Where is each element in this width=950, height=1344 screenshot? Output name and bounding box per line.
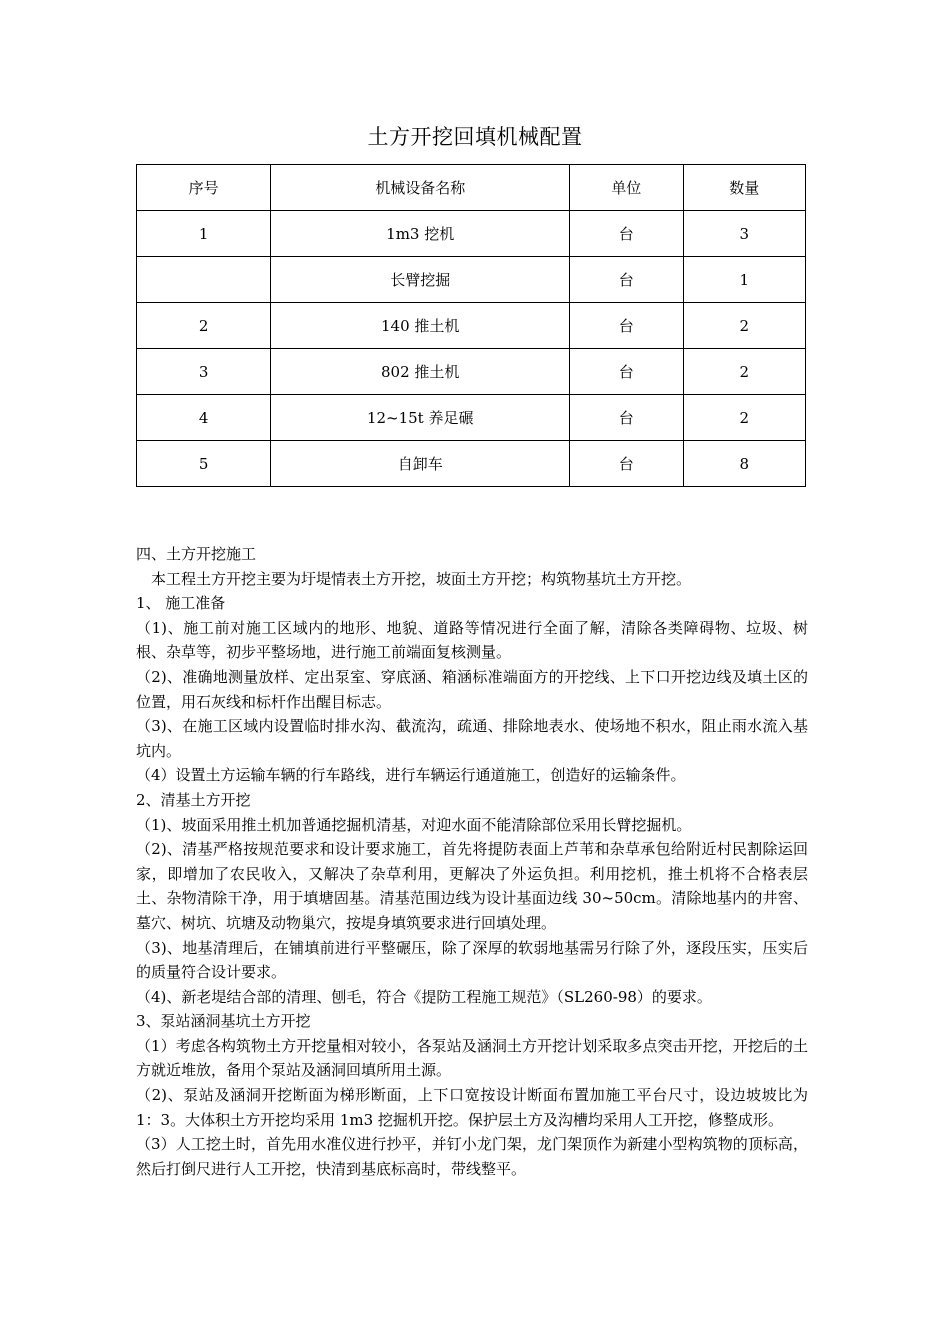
subsection-heading: 3、泵站涵洞基坑土方开挖 [136, 1012, 311, 1031]
cell-quantity: 1 [683, 257, 805, 303]
cell-quantity: 2 [683, 395, 805, 441]
equipment-table [136, 164, 806, 487]
cell-unit: 台 [570, 257, 683, 303]
paragraph: （1)、坡面采用推土机加普通挖掘机清基，对迎水面不能清除部位采用长臂挖掘机。 [136, 815, 692, 834]
paragraph: （2)、泵站及涵洞开挖断面为梯形断面，上下口宽按设计断面布置加施工平台尺寸，设边坡坡比为 1：3。大体积土方开挖均采用 1m3 挖掘机开挖。保护层土方及沟槽均采用人工开挖，修整成形。 [136, 1086, 808, 1129]
paragraph: （1)、施工前对施工区域内的地形、地貌、道路等情况进行全面了解，清除各类障碍物、垃圾、树根、杂草等，初步平整场地，进行施工前端面复核测量。 [136, 618, 808, 662]
paragraph: （3）人工挖土时，首先用水准仪进行抄平，并钉小龙门架，龙门架顶作为新建小型构筑物的顶标高，然后打倒尺进行人工开挖，快清到基底标高时，带线整平。 [136, 1135, 808, 1178]
cell-unit: 台 [570, 395, 683, 441]
section-heading: 四、土方开挖施工 [136, 545, 257, 563]
table-row [137, 349, 806, 395]
paragraph: 本工程土方开挖主要为圩堤情表土方开挖，坡面土方开挖；构筑物基坑土方开挖。 [151, 569, 692, 588]
cell-equipment-name: 140 推土机 [271, 303, 570, 349]
body-text [136, 542, 808, 1181]
subsection-heading: 1、 施工准备 [136, 594, 226, 613]
subsection-heading: 2、清基土方开挖 [136, 790, 251, 809]
header-equipment-name: 机械设备名称 [271, 165, 570, 211]
header-index: 序号 [137, 165, 271, 211]
table-header-row [137, 165, 806, 211]
cell-equipment-name: 12~15t 养足碾 [271, 395, 570, 441]
paragraph: （4）设置土方运输车辆的行车路线，进行车辆运行通道施工，创造好的运输条件。 [136, 766, 686, 785]
cell-unit: 台 [570, 441, 683, 487]
paragraph: （3)、地基清理后，在铺填前进行平整碾压，除了深厚的软弱地基需另行除了外，逐段压实，压实后的质量符合设计要求。 [136, 938, 808, 982]
table-row [137, 395, 806, 441]
cell-quantity: 8 [683, 441, 805, 487]
cell-index: 4 [137, 395, 271, 441]
table-row [137, 441, 806, 487]
cell-index: 5 [137, 441, 271, 487]
paragraph: （1）考虑各构筑物土方开挖量相对较小，各泵站及涵洞土方开挖计划采取多点突击开挖，开挖后的土方就近堆放，备用个泵站及涵洞回填所用土源。 [136, 1036, 808, 1080]
cell-quantity: 2 [683, 349, 805, 395]
cell-quantity: 2 [683, 303, 805, 349]
header-quantity: 数量 [683, 165, 805, 211]
cell-equipment-name: 长臂挖掘 [271, 257, 570, 303]
cell-index [137, 257, 271, 303]
cell-equipment-name: 1m3 挖机 [271, 211, 570, 257]
header-unit: 单位 [570, 165, 683, 211]
cell-equipment-name: 自卸车 [271, 441, 570, 487]
paragraph: （2)、清基严格按规范要求和设计要求施工，首先将提防表面上芦苇和杂草承包给附近村民割除运回家，即增加了农民收入，又解决了杂草利用，更解决了外运负担。利用挖机，推土机将不合格表层土、杂物清除干净，用于填塘固基。清基范围边线为设计基面边线 30~50cm。清除地基内的井窖、墓穴、树坑、坑塘及动物巢穴，按堤身填筑要求进行回填处理。 [136, 840, 808, 932]
cell-unit: 台 [570, 211, 683, 257]
table-row [137, 211, 806, 257]
paragraph: （2)、准确地测量放样、定出泵室、穿底涵、箱涵标准端面方的开挖线、上下口开挖边线及填土区的位置，用石灰线和标杆作出醒目标志。 [136, 667, 808, 711]
page-title: 土方开挖回填机械配置 [367, 125, 583, 149]
paragraph: （3)、在施工区域内设置临时排水沟、截流沟，疏通、排除地表水、使场地不积水，阻止雨水流入基坑内。 [136, 717, 808, 760]
cell-unit: 台 [570, 349, 683, 395]
cell-quantity: 3 [683, 211, 805, 257]
table-row [137, 257, 806, 303]
cell-equipment-name: 802 推土机 [271, 349, 570, 395]
cell-index: 3 [137, 349, 271, 395]
paragraph: （4)、新老堤结合部的清理、刨毛，符合《提防工程施工规范》（SL260-98）的要求。 [136, 987, 712, 1006]
cell-unit: 台 [570, 303, 683, 349]
cell-index: 1 [137, 211, 271, 257]
cell-index: 2 [137, 303, 271, 349]
table-row [137, 303, 806, 349]
